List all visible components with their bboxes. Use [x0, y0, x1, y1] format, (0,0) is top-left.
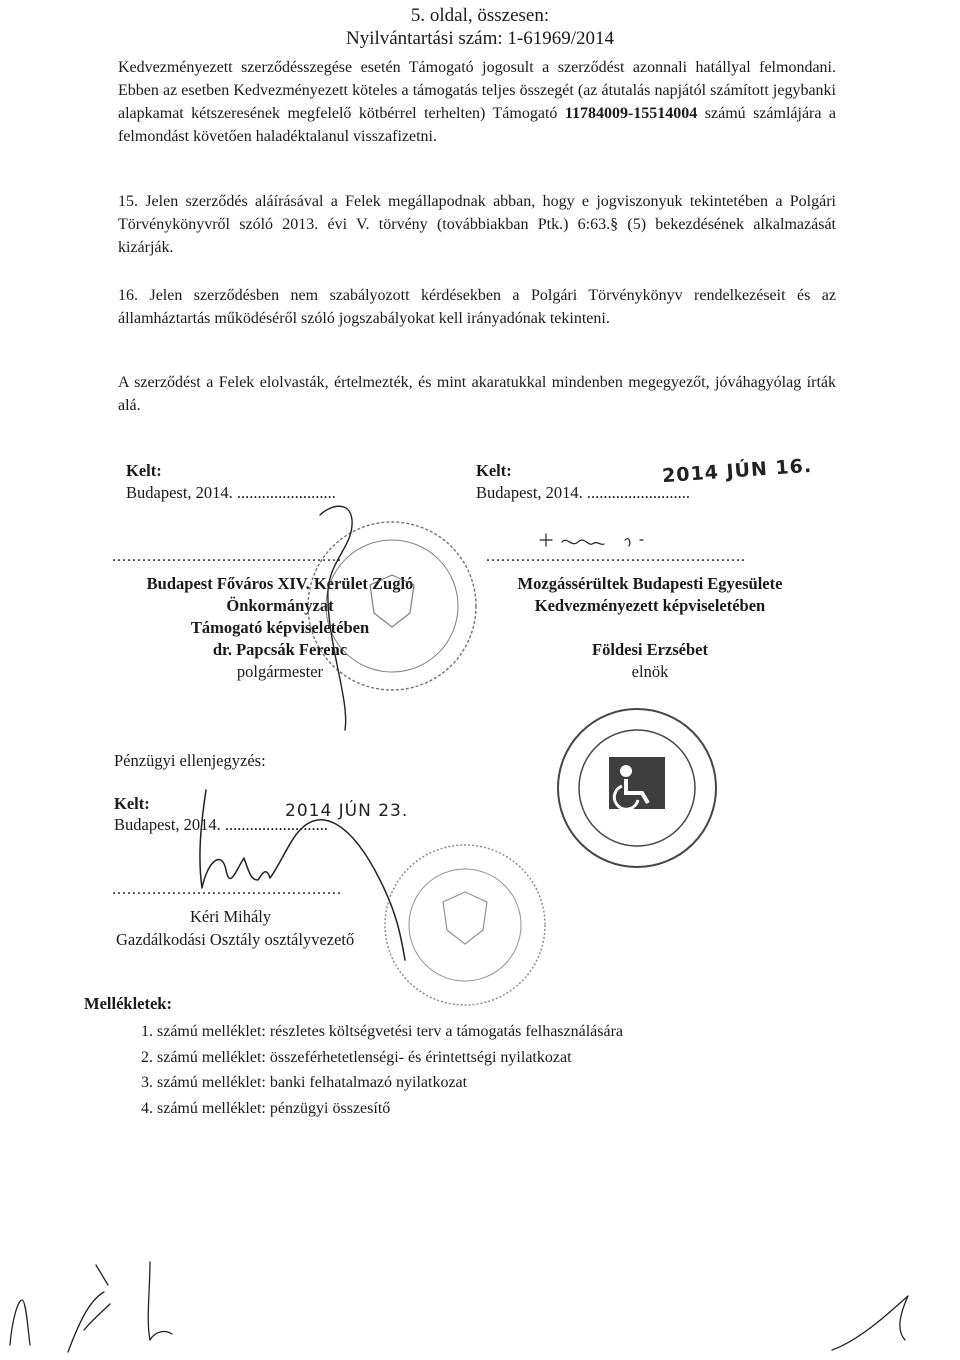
finance-kelt-label: Kelt:: [114, 794, 150, 813]
attachment-item-2: 2. számú melléklet: összeférhetetlenségi- és érintettségi nyilatkozat: [141, 1048, 572, 1066]
right-date-stamp: 2014 JÚN 16.: [661, 454, 813, 488]
finance-person-name: Kéri Mihály: [190, 907, 272, 926]
attachment-item-1: 1. számú melléklet: részletes költségvetési terv a támogatás felhasználására: [141, 1023, 624, 1040]
attachments-list: [141, 1019, 623, 1121]
right-person-role: elnök: [631, 662, 669, 681]
attachments-title: Mellékletek:: [84, 994, 172, 1013]
right-handwritten-signature: [540, 534, 643, 546]
left-signatory-role: polgármester: [236, 662, 324, 681]
right-org-role: Kedvezményezett képviseletében: [534, 596, 766, 615]
paragraph-15: 15. Jelen szerződés aláírásával a Felek megállapodnak abban, hogy e jogviszonyuk tekintetében a Polgári Törvénykönyvről szóló 2013. évi V. törvény (továbbiakban Ptk.) 6:63.§ (5) bekezdésének alkalmazását kizárják.: [118, 193, 836, 256]
mbe-round-stamp: [558, 709, 716, 867]
left-signatory-name-2: Önkormányzat: [226, 596, 334, 615]
finance-title: Pénzügyi ellenjegyzés:: [114, 751, 266, 770]
paragraph-closing: A szerződést a Felek elolvasták, értelmezték, és mint akaratukkal mindenben megegyezőt, jóváhagyólag írták alá.: [118, 374, 836, 414]
paragraph-16: 16. Jelen szerződésben nem szabályozott kérdésekben a Polgári Törvénykönyv rendelkezéseit és az államháztartás működéséről szóló jogszabályokat kell irányadónak tekinteni.: [118, 287, 836, 327]
attachment-item-3: 3. számú melléklet: banki felhatalmazó nyilatkozat: [141, 1074, 468, 1091]
left-signature-line: ..............................................: [112, 548, 342, 565]
right-org-name: Mozgássérültek Budapesti Egyesülete: [517, 574, 783, 593]
bank-account-number: 11784009-15514004: [564, 105, 698, 122]
finance-signature-line: ..............................................: [112, 881, 342, 898]
right-person-name: Földesi Erzsébet: [592, 640, 708, 659]
attachment-item-4: 4. számú melléklet: pénzügyi összesítő: [141, 1099, 391, 1117]
finance-date-stamp: 2014 JÚN 23.: [285, 801, 409, 821]
right-place-date: Budapest, 2014. .........................: [476, 483, 691, 502]
finance-place-date: Budapest, 2014. .........................: [114, 815, 329, 834]
finance-person-role: Gazdálkodási Osztály osztályvezető: [116, 930, 355, 949]
left-signatory-name-3: Támogató képviseletében: [190, 618, 370, 637]
right-kelt-label: Kelt:: [476, 461, 512, 480]
page-number: 5. oldal, összesen:: [410, 5, 550, 26]
paragraph-termination: [118, 56, 836, 148]
right-signature-line: ....................................................: [486, 548, 746, 565]
left-signatory-name-4: dr. Papcsák Ferenc: [212, 640, 348, 659]
left-kelt-label: Kelt:: [126, 461, 162, 480]
paragraph-termination-text-2: számú számlájára a felmondást követően haladéktalanul visszafizetni.: [118, 105, 837, 145]
registry-number: Nyilvántartási szám: 1-61969/2014: [345, 28, 615, 49]
paragraph-termination-text-1: Kedvezményezett szerződésszegése esetén Támogató jogosult a szerződést azonnali hatállyal felmondani. Ebben az esetben Kedvezményezett köteles a támogatás teljes összegét (az átutalás napjától számított jegybanki alapkamat kétszeresének megfelelő kötbérrel terhelten) Támogató: [118, 59, 836, 122]
left-place-date: Budapest, 2014. ........................: [126, 483, 336, 502]
left-signatory-name-1: Budapest Főváros XIV. Kerület Zugló: [146, 574, 414, 593]
finance-round-stamp: [385, 845, 545, 1005]
bottom-initials: [10, 1262, 908, 1352]
